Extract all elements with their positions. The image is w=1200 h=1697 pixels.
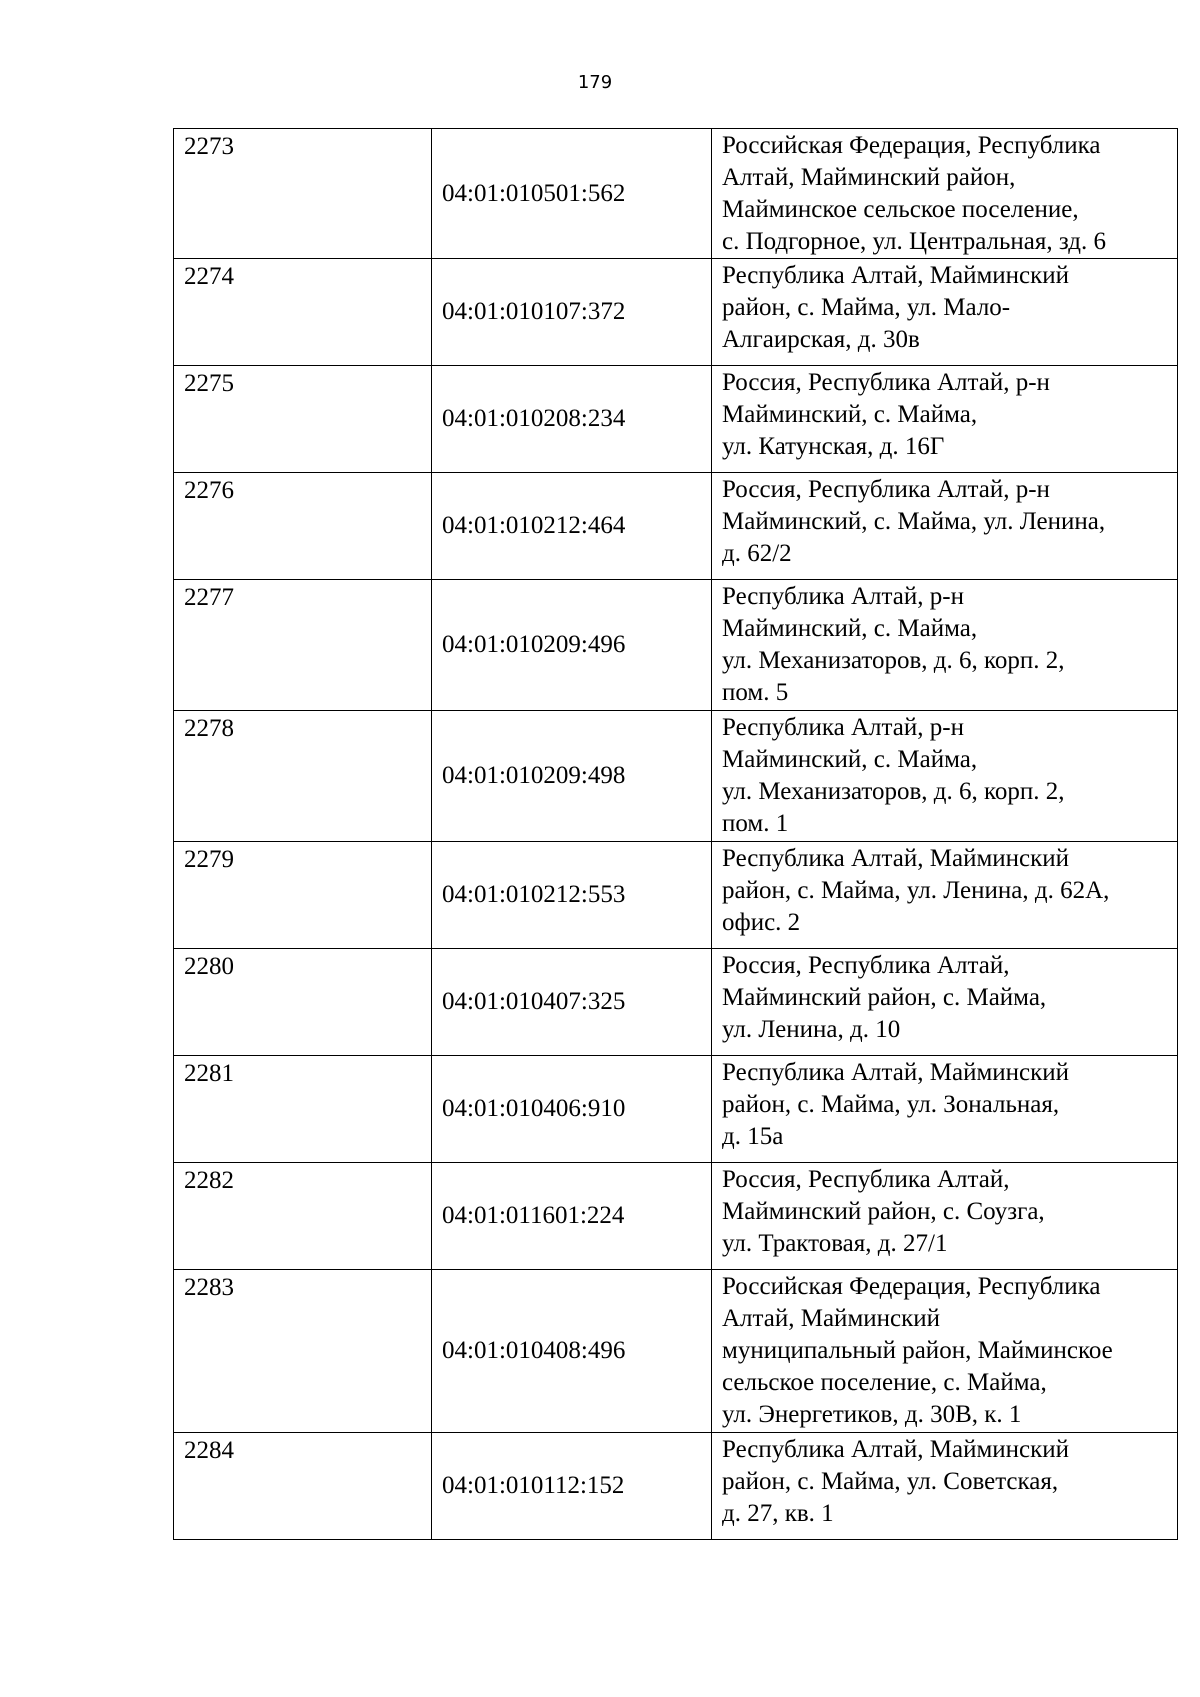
- row-number: 2275: [174, 366, 432, 473]
- row-number: 2273: [174, 129, 432, 259]
- address-line: район, с. Майма, ул. Мало-: [722, 294, 1011, 321]
- address-line: Республика Алтай, Майминский: [722, 845, 1070, 872]
- address-line: Республика Алтай, Майминский: [722, 262, 1070, 289]
- row-number: 2282: [174, 1163, 432, 1270]
- address-line: ул. Механизаторов, д. 6, корп. 2,: [722, 778, 1065, 805]
- address-cell: [712, 1270, 1178, 1433]
- address-cell: [712, 1163, 1178, 1270]
- address-line: Республика Алтай, р-н: [722, 714, 964, 741]
- address-line: Россия, Республика Алтай, р-н: [722, 476, 1050, 503]
- cadastral-number: 04:01:010208:234: [432, 366, 712, 473]
- table-row: [174, 711, 1178, 842]
- address-cell: [712, 129, 1178, 259]
- cadastral-number: 04:01:010212:464: [432, 473, 712, 580]
- address-cell: [712, 366, 1178, 473]
- registry-table-body: [174, 129, 1178, 1540]
- address-line: Майминский, с. Майма,: [722, 401, 978, 428]
- address-cell: [712, 473, 1178, 580]
- address-line: ул. Катунская, д. 16Г: [722, 433, 945, 460]
- address-cell: [712, 1433, 1178, 1540]
- cadastral-number: 04:01:010501:562: [432, 129, 712, 259]
- table-row: [174, 473, 1178, 580]
- row-number: 2278: [174, 711, 432, 842]
- address-line: Республика Алтай, Майминский: [722, 1436, 1070, 1463]
- cadastral-number: 04:01:010212:553: [432, 842, 712, 949]
- address-line: район, с. Майма, ул. Зональная,: [722, 1091, 1060, 1118]
- address-cell: [712, 1056, 1178, 1163]
- row-number: 2281: [174, 1056, 432, 1163]
- table-row: [174, 1056, 1178, 1163]
- cadastral-number: 04:01:010209:496: [432, 580, 712, 711]
- address-cell: [712, 259, 1178, 366]
- table-row: [174, 1270, 1178, 1433]
- address-line: Российская Федерация, Республика: [722, 132, 1101, 159]
- cadastral-number: 04:01:010209:498: [432, 711, 712, 842]
- address-line: Алгаирская, д. 30в: [722, 326, 920, 353]
- address-line: Республика Алтай, р-н: [722, 583, 964, 610]
- table-row: [174, 1163, 1178, 1270]
- row-number: 2276: [174, 473, 432, 580]
- address-line: Майминский, с. Майма,: [722, 746, 978, 773]
- table-row: [174, 842, 1178, 949]
- cadastral-number: 04:01:010406:910: [432, 1056, 712, 1163]
- row-number: 2274: [174, 259, 432, 366]
- row-number: 2280: [174, 949, 432, 1056]
- cadastral-number: 04:01:011601:224: [432, 1163, 712, 1270]
- address-line: ул. Механизаторов, д. 6, корп. 2,: [722, 647, 1065, 674]
- address-line: ул. Энергетиков, д. 30В, к. 1: [722, 1401, 1022, 1428]
- address-cell: [712, 711, 1178, 842]
- address-line: Российская Федерация, Республика: [722, 1273, 1101, 1300]
- address-cell: [712, 842, 1178, 949]
- address-line: Майминский, с. Майма, ул. Ленина,: [722, 508, 1106, 535]
- address-line: район, с. Майма, ул. Советская,: [722, 1468, 1059, 1495]
- table-row: [174, 1433, 1178, 1540]
- address-line: Алтай, Майминский район,: [722, 164, 1016, 191]
- address-line: пом. 1: [722, 810, 789, 837]
- address-line: Россия, Республика Алтай,: [722, 1166, 1010, 1193]
- address-line: Республика Алтай, Майминский: [722, 1059, 1070, 1086]
- address-line: д. 15а: [722, 1123, 784, 1150]
- address-line: д. 27, кв. 1: [722, 1500, 834, 1527]
- address-line: Россия, Республика Алтай,: [722, 952, 1010, 979]
- cadastral-number: 04:01:010408:496: [432, 1270, 712, 1433]
- address-line: офис. 2: [722, 909, 801, 936]
- address-line: муниципальный район, Майминское: [722, 1337, 1113, 1364]
- cadastral-number: 04:01:010107:372: [432, 259, 712, 366]
- address-line: Майминский район, с. Майма,: [722, 984, 1047, 1011]
- address-cell: [712, 580, 1178, 711]
- row-number: 2277: [174, 580, 432, 711]
- table-row: [174, 580, 1178, 711]
- address-line: Майминский район, с. Соузга,: [722, 1198, 1045, 1225]
- page-number: 179: [577, 72, 613, 93]
- address-cell: [712, 949, 1178, 1056]
- cadastral-number: 04:01:010112:152: [432, 1433, 712, 1540]
- table-row: [174, 949, 1178, 1056]
- address-line: район, с. Майма, ул. Ленина, д. 62А,: [722, 877, 1110, 904]
- address-line: Алтай, Майминский: [722, 1305, 941, 1332]
- address-line: Майминское сельское поселение,: [722, 196, 1079, 223]
- address-line: Россия, Республика Алтай, р-н: [722, 369, 1050, 396]
- row-number: 2284: [174, 1433, 432, 1540]
- address-line: Майминский, с. Майма,: [722, 615, 978, 642]
- address-line: пом. 5: [722, 679, 789, 706]
- registry-table: [173, 128, 1178, 1540]
- row-number: 2279: [174, 842, 432, 949]
- address-line: сельское поселение, с. Майма,: [722, 1369, 1047, 1396]
- row-number: 2283: [174, 1270, 432, 1433]
- address-line: ул. Ленина, д. 10: [722, 1016, 901, 1043]
- address-line: д. 62/2: [722, 540, 792, 567]
- address-line: с. Подгорное, ул. Центральная, зд. 6: [722, 228, 1107, 255]
- table-row: [174, 259, 1178, 366]
- cadastral-number: 04:01:010407:325: [432, 949, 712, 1056]
- address-line: ул. Трактовая, д. 27/1: [722, 1230, 948, 1257]
- table-row: [174, 366, 1178, 473]
- table-row: [174, 129, 1178, 259]
